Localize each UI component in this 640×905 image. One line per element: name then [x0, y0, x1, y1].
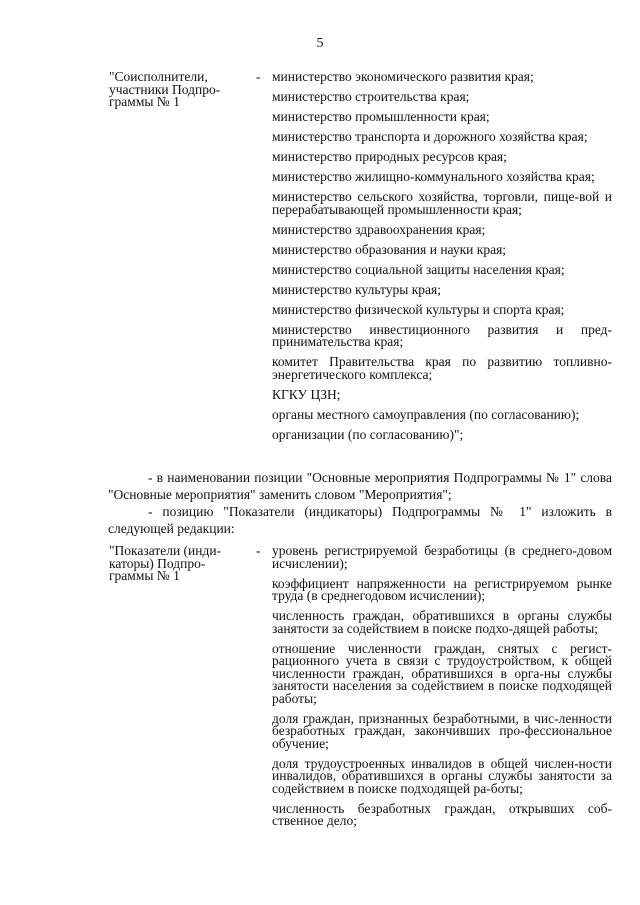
list-item: численность граждан, обратившихся в органы службы занятости за содействием в поиске подхо-дящей работы;	[272, 608, 612, 636]
list-item: министерство культуры края;	[272, 281, 441, 297]
list-item: министерство природных ресурсов края;	[272, 149, 507, 164]
list-item: численность безработных граждан, открывших соб-ственное дело;	[272, 800, 612, 828]
list-item: уровень регистрируемой безработицы (в среднего-довом исчислении);	[272, 543, 612, 571]
coexecutors-label: "Соисполнители, участники Подпро-граммы № 1	[109, 69, 221, 109]
list-item: министерство транспорта и дорожного хозяйства края;	[272, 129, 588, 144]
list-item: министерство образования и науки края;	[272, 241, 507, 257]
list-item: министерство сельского хозяйства, торговли, пище-вой и перерабатывающей промышленности края;	[272, 189, 612, 217]
indicators-dash: -	[256, 543, 261, 558]
list-item: коэффициент напряженности на регистрируемом рынке труда (в среднегодовом исчислении);	[272, 575, 612, 603]
list-item: доля трудоустроенных инвалидов в общей числен-ности инвалидов, обратившихся в органы службы занятости за содействием в поиске подходящей ра-боты;	[272, 755, 612, 796]
list-item: организации (по согласованию)";	[272, 426, 464, 442]
list-item: КГКУ ЦЗН;	[272, 386, 341, 402]
list-item: министерство социальной защиты населения края;	[272, 261, 565, 277]
page-number: 5	[316, 36, 324, 51]
instruction-paragraph-1: - в наименовании позиции "Основные мероприятия Подпрограммы № 1" слова "Основные мероприятия" заменить словом "Мероприятия";	[108, 470, 612, 502]
list-item: министерство здравоохранения края;	[272, 221, 486, 237]
indicators-label: "Показатели (инди-каторы) Подпро-граммы № 1	[109, 543, 222, 583]
coexecutors-dash: -	[256, 69, 261, 84]
indicators-list	[272, 545, 612, 835]
list-item: комитет Правительства края по развитию топливно-энергетического комплекса;	[272, 354, 612, 382]
list-item: органы местного самоуправления (по согласованию);	[272, 406, 580, 422]
list-item: министерство экономического развития края;	[272, 69, 534, 84]
list-item: министерство инвестиционного развития и пред-принимательства края;	[272, 321, 612, 349]
list-item: министерство физической культуры и спорта края;	[272, 301, 565, 317]
coexecutors-list	[272, 71, 612, 449]
list-item: министерство строительства края;	[272, 89, 470, 104]
list-item: министерство жилищно-коммунального хозяйства края;	[272, 169, 595, 184]
instruction-paragraph-2: - позицию "Показатели (индикаторы) Подпрограммы № 1" изложить в следующей редакции:	[108, 504, 612, 536]
list-item: министерство промышленности края;	[272, 109, 490, 124]
list-item: доля граждан, признанных безработными, в чис-ленности безработных граждан, закончивших про-фессиональное обучение;	[272, 710, 612, 751]
list-item: отношение численности граждан, снятых с регист-рационного учета в связи с трудоустройством, к общей численности граждан, обратившихся в орга-ны службы занятости населения за содействием в поиске подходящей работы;	[272, 640, 612, 706]
